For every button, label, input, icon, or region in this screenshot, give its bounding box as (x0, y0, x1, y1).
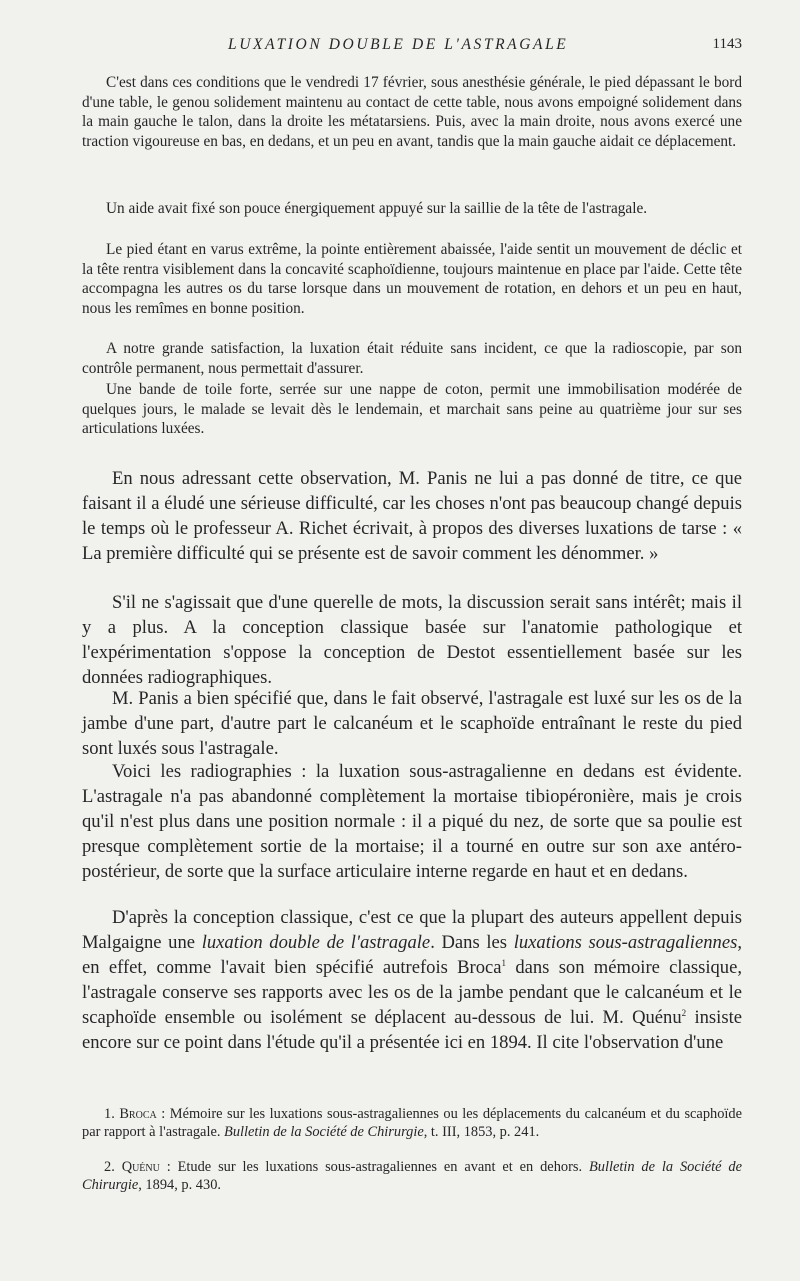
body-p5-text-b: . Dans les (430, 932, 508, 953)
footnote-2-journal: Bulletin de la Société de Chirurgie (82, 1159, 742, 1193)
body-p5-italic-2: luxations sous-astragaliennes (513, 932, 738, 953)
body-p5-text-c: , en effet, comme l'avait bien spécifié autrefois Broca (82, 932, 742, 978)
footnote-2-number: 2. (104, 1159, 115, 1175)
observation-paragraph-3: Le pied étant en varus extrême, la pointe entièrement abaissée, l'aide sentit un mouvement de déclic et la tête rentra visiblement dans la concavité scaphoïdienne, toujours maintenue en place par l'aide. Cette tête accompagna les autres os du tarse lorsque dans un mouvement de rotation, en dehors et un peu en haut, nous les remîmes en bonne position. (82, 241, 742, 317)
body-paragraph-5 (82, 905, 742, 1055)
observation-paragraph-5: Une bande de toile forte, serrée sur une nappe de coton, permit une immobilisation modérée de quelques jours, le malade se levait dès le lendemain, et marchait sans peine au quatrième jour sur ses articulations luxées. (82, 381, 742, 438)
observation-paragraph-2: Un aide avait fixé son pouce énergiquement appuyé sur la saillie de la tête de l'astragale. (106, 200, 648, 217)
observation-paragraph-1: C'est dans ces conditions que le vendredi 17 février, sous anesthésie générale, le pied dépassant le bord d'une table, le genou solidement maintenu au contact de cette table, nous avons empoigné solidement dans la main gauche le talon, dans la droite les métatarsiens. Puis, avec la main droite, nous avons exercé une traction vigoureuse en bas, en dedans, et un peu en avant, tandis que la main gauche aidait ce déplacement. (82, 74, 742, 150)
body-p5-text-a: D'après la conception classique, c'est ce que la plupart des auteurs appellent depuis Malgaigne une (82, 907, 742, 953)
footnote-ref-1: 1 (501, 957, 507, 968)
body-paragraph-2: S'il ne s'agissait que d'une querelle de mots, la discussion serait sans intérêt; mais il y a plus. A la conception classique basée sur l'anatomie pathologique et l'expérimentation s'oppose la conception de Destot essentiellement basée sur les données radiographiques. (82, 592, 742, 688)
body-p5-text-e: insiste encore sur ce point dans l'étude qu'il a présentée ici en 1894. Il cite l'observation d'une (82, 1007, 742, 1053)
footnote-ref-2: 2 (681, 1007, 687, 1018)
footnote-1-text: : Mémoire sur les luxations sous-astragaliennes ou les déplacements du calcanéum et du scaphoïde par rapport à l'astragale. (82, 1106, 742, 1140)
footnote-1-reference: , t. III, 1853, p. 241. (423, 1124, 540, 1140)
footnote-1-author: Broca (119, 1106, 157, 1122)
body-paragraph-1: En nous adressant cette observation, M. Panis ne lui a pas donné de titre, ce que faisant il a éludé une sérieuse difficulté, car les choses n'ont pas beaucoup changé depuis le temps où le professeur A. Richet écrivait, à propos des diverses luxations de tarse : « La première difficulté qui se présente est de savoir comment les dénommer. » (82, 468, 742, 564)
body-p5-italic-1: luxation double de l'astragale (201, 932, 431, 953)
body-paragraph-4: Voici les radiographies : la luxation sous-astragalienne en dedans est évidente. L'astragale n'a pas abandonné complètement la mortaise tibiopéronière, mais je crois qu'il n'est plus dans une position normale : il a piqué du nez, de sorte que sa poulie est presque complètement sortie de la mortaise; il a tourné en outre sur son axe antéro-postérieur, de sorte que la surface articulaire interne regarde en haut et en dedans. (82, 761, 742, 882)
running-title: LUXATION DOUBLE DE L'ASTRAGALE (228, 36, 569, 53)
footnote-2 (82, 1158, 742, 1194)
footnote-2-text: : Etude sur les luxations sous-astragaliennes en avant et en dehors. (159, 1159, 589, 1175)
footnote-1-number: 1. (104, 1106, 115, 1122)
body-paragraph-3: M. Panis a bien spécifié que, dans le fait observé, l'astragale est luxé sur les os de la jambe d'une part, d'autre part le calcanéum et le scaphoïde entraînant le reste du pied sont luxés sous l'astragale. (82, 688, 742, 759)
footnote-2-reference: , 1894, p. 430. (138, 1177, 221, 1193)
body-p5-text-d: dans son mémoire classique, l'astragale conserve ses rapports avec les os de la jambe pendant que le calcanéum et le scaphoïde ensemble ou isolément se déplacent au-dessous de lui. M. Quénu (82, 957, 742, 1028)
footnote-2-author: Quénu (121, 1159, 160, 1175)
page-header (0, 36, 800, 60)
footnote-1 (82, 1105, 742, 1141)
observation-paragraph-4: A notre grande satisfaction, la luxation était réduite sans incident, ce que la radioscopie, par son contrôle permanent, nous permettait d'assurer. (82, 340, 742, 377)
footnote-1-journal: Bulletin de la Société de Chirurgie (224, 1124, 424, 1140)
page-number: 1143 (712, 36, 742, 52)
